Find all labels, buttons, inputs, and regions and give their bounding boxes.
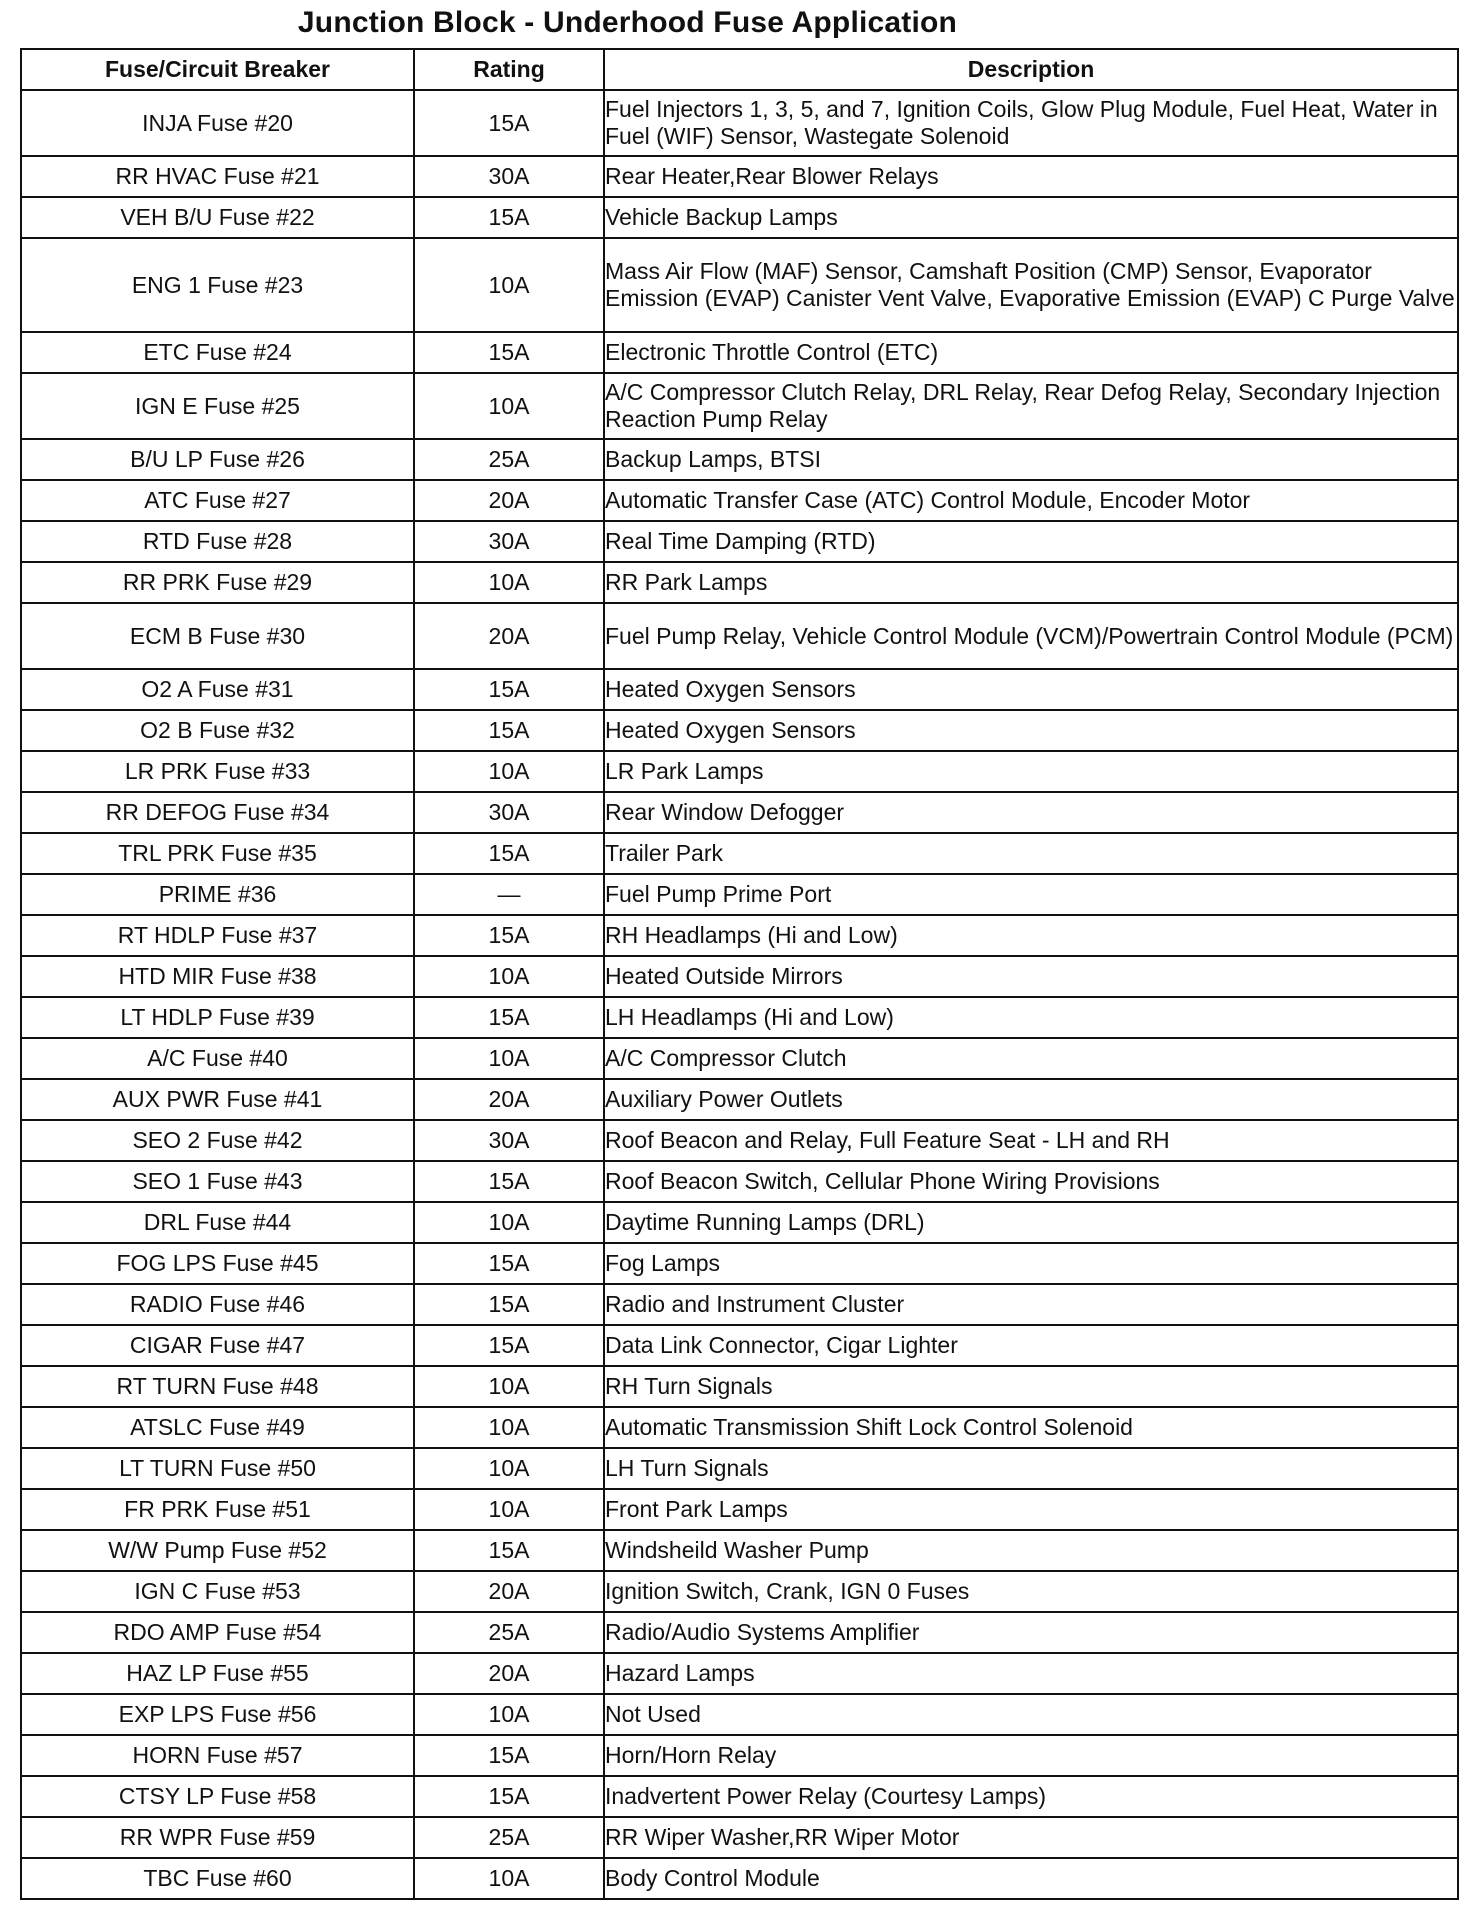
fuse-cell: IGN C Fuse #53 (21, 1571, 414, 1612)
rating-cell: 10A (414, 751, 604, 792)
description-cell: Roof Beacon and Relay, Full Feature Seat - LH and RH (604, 1120, 1458, 1161)
description-cell: RH Headlamps (Hi and Low) (604, 915, 1458, 956)
rating-cell: 10A (414, 238, 604, 332)
rating-cell: 20A (414, 480, 604, 521)
table-row (21, 1161, 1458, 1202)
rating-cell: — (414, 874, 604, 915)
table-row (21, 1120, 1458, 1161)
rating-cell: 30A (414, 521, 604, 562)
rating-cell: 30A (414, 1120, 604, 1161)
rating-cell: 15A (414, 1161, 604, 1202)
fuse-cell: O2 B Fuse #32 (21, 710, 414, 751)
table-row (21, 439, 1458, 480)
description-cell: RH Turn Signals (604, 1366, 1458, 1407)
rating-cell: 15A (414, 1776, 604, 1817)
rating-cell: 15A (414, 197, 604, 238)
fuse-cell: RDO AMP Fuse #54 (21, 1612, 414, 1653)
rating-cell: 15A (414, 1284, 604, 1325)
table-row (21, 1038, 1458, 1079)
table-header-row (21, 49, 1458, 90)
fuse-cell: RT HDLP Fuse #37 (21, 915, 414, 956)
table-row (21, 792, 1458, 833)
rating-cell: 10A (414, 1366, 604, 1407)
table-row (21, 1448, 1458, 1489)
rating-cell: 30A (414, 156, 604, 197)
table-row (21, 1489, 1458, 1530)
rating-cell: 30A (414, 792, 604, 833)
column-header-fuse: Fuse/Circuit Breaker (21, 49, 414, 90)
description-cell: Automatic Transmission Shift Lock Control Solenoid (604, 1407, 1458, 1448)
rating-cell: 15A (414, 1325, 604, 1366)
rating-cell: 20A (414, 1571, 604, 1612)
table-row (21, 90, 1458, 156)
fuse-cell: RR PRK Fuse #29 (21, 562, 414, 603)
rating-cell: 10A (414, 1202, 604, 1243)
fuse-cell: VEH B/U Fuse #22 (21, 197, 414, 238)
description-cell: Fuel Pump Relay, Vehicle Control Module (VCM)/Powertrain Control Module (PCM) (604, 603, 1458, 669)
description-cell: Trailer Park (604, 833, 1458, 874)
table-row (21, 521, 1458, 562)
table-row (21, 669, 1458, 710)
fuse-cell: CIGAR Fuse #47 (21, 1325, 414, 1366)
description-cell: LR Park Lamps (604, 751, 1458, 792)
table-body (21, 90, 1458, 1899)
rating-cell: 15A (414, 997, 604, 1038)
description-cell: Heated Outside Mirrors (604, 956, 1458, 997)
fuse-cell: RTD Fuse #28 (21, 521, 414, 562)
rating-cell: 15A (414, 90, 604, 156)
description-cell: Fuel Injectors 1, 3, 5, and 7, Ignition Coils, Glow Plug Module, Fuel Heat, Water in Fuel (WIF) Sensor, Wastegate Solenoid (604, 90, 1458, 156)
description-cell: A/C Compressor Clutch (604, 1038, 1458, 1079)
table-row (21, 1325, 1458, 1366)
rating-cell: 10A (414, 1448, 604, 1489)
description-cell: Fog Lamps (604, 1243, 1458, 1284)
fuse-cell: LR PRK Fuse #33 (21, 751, 414, 792)
table-row (21, 710, 1458, 751)
fuse-cell: A/C Fuse #40 (21, 1038, 414, 1079)
fuse-cell: FOG LPS Fuse #45 (21, 1243, 414, 1284)
description-cell: RR Park Lamps (604, 562, 1458, 603)
table-row (21, 915, 1458, 956)
fuse-cell: HTD MIR Fuse #38 (21, 956, 414, 997)
description-cell: Front Park Lamps (604, 1489, 1458, 1530)
table-row (21, 197, 1458, 238)
rating-cell: 15A (414, 332, 604, 373)
fuse-cell: EXP LPS Fuse #56 (21, 1694, 414, 1735)
description-cell: Daytime Running Lamps (DRL) (604, 1202, 1458, 1243)
page-title: Junction Block - Underhood Fuse Application (297, 6, 958, 39)
table-row (21, 1407, 1458, 1448)
fuse-cell: RR HVAC Fuse #21 (21, 156, 414, 197)
rating-cell: 15A (414, 915, 604, 956)
description-cell: Automatic Transfer Case (ATC) Control Module, Encoder Motor (604, 480, 1458, 521)
table-row (21, 1735, 1458, 1776)
fuse-cell: PRIME #36 (21, 874, 414, 915)
fuse-cell: ETC Fuse #24 (21, 332, 414, 373)
fuse-cell: RR WPR Fuse #59 (21, 1817, 414, 1858)
description-cell: A/C Compressor Clutch Relay, DRL Relay, Rear Defog Relay, Secondary Injection Reaction Pump Relay (604, 373, 1458, 439)
fuse-cell: RADIO Fuse #46 (21, 1284, 414, 1325)
description-cell: Hazard Lamps (604, 1653, 1458, 1694)
rating-cell: 15A (414, 710, 604, 751)
table-row (21, 833, 1458, 874)
column-header-description: Description (604, 49, 1458, 90)
table-row (21, 238, 1458, 332)
description-cell: LH Headlamps (Hi and Low) (604, 997, 1458, 1038)
fuse-cell: FR PRK Fuse #51 (21, 1489, 414, 1530)
fuse-cell: RR DEFOG Fuse #34 (21, 792, 414, 833)
description-cell: Mass Air Flow (MAF) Sensor, Camshaft Position (CMP) Sensor, Evaporator Emission (EVAP) Canister Vent Valve, Evaporative Emission (EVAP) C Purge Valve (604, 238, 1458, 332)
fuse-cell: LT HDLP Fuse #39 (21, 997, 414, 1038)
table-row (21, 373, 1458, 439)
rating-cell: 10A (414, 1694, 604, 1735)
fuse-cell: ECM B Fuse #30 (21, 603, 414, 669)
rating-cell: 10A (414, 1489, 604, 1530)
rating-cell: 15A (414, 1530, 604, 1571)
rating-cell: 25A (414, 1817, 604, 1858)
description-cell: Horn/Horn Relay (604, 1735, 1458, 1776)
description-cell: Fuel Pump Prime Port (604, 874, 1458, 915)
table-row (21, 751, 1458, 792)
rating-cell: 10A (414, 562, 604, 603)
table-row (21, 1202, 1458, 1243)
fuse-cell: ATC Fuse #27 (21, 480, 414, 521)
description-cell: Electronic Throttle Control (ETC) (604, 332, 1458, 373)
description-cell: Inadvertent Power Relay (Courtesy Lamps) (604, 1776, 1458, 1817)
rating-cell: 25A (414, 439, 604, 480)
table-row (21, 1653, 1458, 1694)
table-row (21, 1817, 1458, 1858)
fuse-cell: IGN E Fuse #25 (21, 373, 414, 439)
table-row (21, 480, 1458, 521)
description-cell: Real Time Damping (RTD) (604, 521, 1458, 562)
description-cell: Rear Heater,Rear Blower Relays (604, 156, 1458, 197)
fuse-cell: W/W Pump Fuse #52 (21, 1530, 414, 1571)
rating-cell: 15A (414, 833, 604, 874)
table-row (21, 1366, 1458, 1407)
description-cell: Roof Beacon Switch, Cellular Phone Wiring Provisions (604, 1161, 1458, 1202)
description-cell: Windsheild Washer Pump (604, 1530, 1458, 1571)
description-cell: Vehicle Backup Lamps (604, 197, 1458, 238)
fuse-cell: B/U LP Fuse #26 (21, 439, 414, 480)
table-row (21, 1612, 1458, 1653)
fuse-cell: TRL PRK Fuse #35 (21, 833, 414, 874)
table-row (21, 156, 1458, 197)
fuse-cell: RT TURN Fuse #48 (21, 1366, 414, 1407)
fuse-cell: TBC Fuse #60 (21, 1858, 414, 1899)
rating-cell: 10A (414, 1858, 604, 1899)
table-row (21, 332, 1458, 373)
table-row (21, 1079, 1458, 1120)
fuse-cell: INJA Fuse #20 (21, 90, 414, 156)
fuse-cell: ATSLC Fuse #49 (21, 1407, 414, 1448)
fuse-cell: LT TURN Fuse #50 (21, 1448, 414, 1489)
table-row (21, 1858, 1458, 1899)
fuse-cell: SEO 1 Fuse #43 (21, 1161, 414, 1202)
description-cell: Not Used (604, 1694, 1458, 1735)
description-cell: Heated Oxygen Sensors (604, 710, 1458, 751)
table-row (21, 1571, 1458, 1612)
table-row (21, 1243, 1458, 1284)
rating-cell: 10A (414, 373, 604, 439)
rating-cell: 20A (414, 603, 604, 669)
description-cell: LH Turn Signals (604, 1448, 1458, 1489)
table-row (21, 603, 1458, 669)
rating-cell: 15A (414, 669, 604, 710)
fuse-cell: CTSY LP Fuse #58 (21, 1776, 414, 1817)
description-cell: Backup Lamps, BTSI (604, 439, 1458, 480)
fuse-cell: AUX PWR Fuse #41 (21, 1079, 414, 1120)
description-cell: Data Link Connector, Cigar Lighter (604, 1325, 1458, 1366)
rating-cell: 20A (414, 1653, 604, 1694)
table-row (21, 1284, 1458, 1325)
description-cell: RR Wiper Washer,RR Wiper Motor (604, 1817, 1458, 1858)
fuse-cell: HORN Fuse #57 (21, 1735, 414, 1776)
table-row (21, 997, 1458, 1038)
fuse-cell: DRL Fuse #44 (21, 1202, 414, 1243)
table-row (21, 562, 1458, 603)
rating-cell: 15A (414, 1735, 604, 1776)
description-cell: Auxiliary Power Outlets (604, 1079, 1458, 1120)
description-cell: Radio and Instrument Cluster (604, 1284, 1458, 1325)
table-row (21, 874, 1458, 915)
fuse-cell: ENG 1 Fuse #23 (21, 238, 414, 332)
table-row (21, 1776, 1458, 1817)
rating-cell: 15A (414, 1243, 604, 1284)
table-row (21, 1694, 1458, 1735)
table-row (21, 1530, 1458, 1571)
rating-cell: 10A (414, 1038, 604, 1079)
fuse-cell: HAZ LP Fuse #55 (21, 1653, 414, 1694)
description-cell: Body Control Module (604, 1858, 1458, 1899)
rating-cell: 10A (414, 1407, 604, 1448)
rating-cell: 20A (414, 1079, 604, 1120)
rating-cell: 10A (414, 956, 604, 997)
fuse-cell: SEO 2 Fuse #42 (21, 1120, 414, 1161)
fuse-table (20, 48, 1459, 1900)
rating-cell: 25A (414, 1612, 604, 1653)
fuse-cell: O2 A Fuse #31 (21, 669, 414, 710)
description-cell: Heated Oxygen Sensors (604, 669, 1458, 710)
description-cell: Ignition Switch, Crank, IGN 0 Fuses (604, 1571, 1458, 1612)
description-cell: Rear Window Defogger (604, 792, 1458, 833)
column-header-rating: Rating (414, 49, 604, 90)
table-row (21, 956, 1458, 997)
description-cell: Radio/Audio Systems Amplifier (604, 1612, 1458, 1653)
